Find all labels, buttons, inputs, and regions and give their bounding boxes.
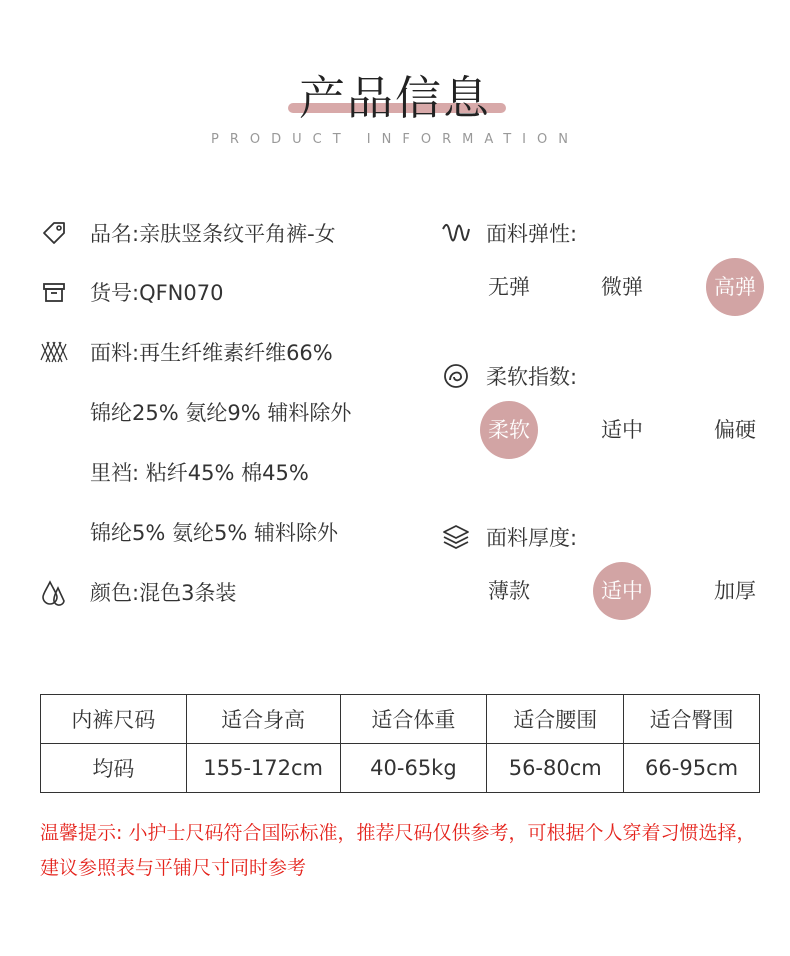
elasticity-header	[442, 218, 577, 248]
thickness-option-thin: 薄款	[488, 579, 530, 603]
thickness-label: 面料厚度:	[486, 526, 578, 550]
fabric-composition-line2: 锦纶25% 氨纶9% 辅料除外	[90, 401, 352, 425]
size-cell: 均码	[41, 744, 187, 793]
hip-cell: 66-95cm	[624, 744, 760, 793]
height-cell: 155-172cm	[186, 744, 340, 793]
hip-header-cell: 适合臀围	[624, 695, 760, 744]
size-header-cell: 内裤尺码	[41, 695, 187, 744]
height-header-cell: 适合身高	[186, 695, 340, 744]
size-table-header-row	[41, 695, 760, 744]
info-code-row	[40, 277, 223, 307]
color-drops-icon	[40, 578, 68, 606]
softness-option-medium: 适中	[601, 418, 643, 442]
elasticity-option-slight: 微弹	[601, 275, 643, 299]
thickness-option-medium-selected: 适中	[593, 562, 651, 620]
size-tip-note: 温馨提示: 小护士尺码符合国际标准，推荐尺码仅供参考，可根据个人穿着习惯选择，建议参照表与平铺尺寸同时参考	[40, 822, 756, 879]
page-title: 产品信息	[299, 71, 491, 125]
tag-icon	[40, 219, 68, 247]
product-color: 颜色:混色3条装	[90, 581, 237, 605]
elasticity-option-none: 无弹	[488, 275, 530, 299]
weight-cell: 40-65kg	[340, 744, 487, 793]
waist-cell: 56-80cm	[487, 744, 624, 793]
page-subtitle: PRODUCT INFORMATION	[211, 132, 579, 147]
thickness-header	[442, 522, 577, 552]
lining-composition: 里裆: 粘纤45% 棉45%	[90, 461, 309, 485]
thickness-option-thick: 加厚	[714, 579, 756, 603]
softness-option-soft-selected: 柔软	[480, 401, 538, 459]
softness-label: 柔软指数:	[486, 365, 578, 389]
layers-icon	[442, 523, 470, 551]
elasticity-label: 面料弹性:	[486, 222, 578, 246]
weight-header-cell: 适合体重	[340, 695, 487, 744]
swirl-icon	[442, 362, 470, 390]
lining-composition-line2: 锦纶5% 氨纶5% 辅料除外	[90, 521, 338, 545]
fabric-texture-icon	[40, 338, 68, 366]
fabric-composition: 面料:再生纤维素纤维66%	[90, 341, 333, 365]
softness-option-hard: 偏硬	[714, 418, 756, 442]
elasticity-option-high-selected: 高弹	[706, 258, 764, 316]
size-table	[40, 694, 760, 793]
info-fabric-row	[40, 337, 333, 367]
info-name-row	[40, 218, 336, 248]
info-color-row	[40, 577, 236, 607]
wave-icon	[442, 219, 470, 247]
waist-header-cell: 适合腰围	[487, 695, 624, 744]
product-name: 品名:亲肤竖条纹平角裤-女	[90, 222, 336, 246]
product-code: 货号:QFN070	[90, 281, 224, 305]
table-row	[41, 744, 760, 793]
softness-header	[442, 361, 577, 391]
box-icon	[40, 278, 68, 306]
